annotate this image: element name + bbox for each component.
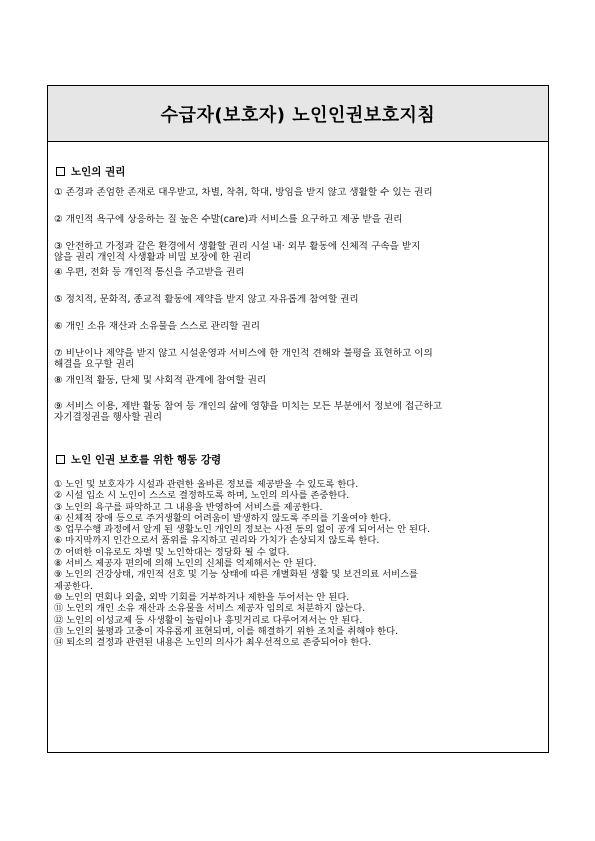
- list-item: ⑫ 노인의 이성교제 등 사생활이 놀림이나 흥밋거리로 다루어져서는 안 된다.: [54, 614, 363, 626]
- list-item: ④ 신체적 장애 등으로 주거생활의 어려움이 발생하지 않도록 주의를 기울여야 한다.: [54, 512, 392, 524]
- rights-list: [54, 187, 540, 428]
- document-frame: [47, 85, 549, 753]
- conduct-section-heading: [54, 452, 221, 467]
- checkbox-icon: [56, 455, 65, 464]
- list-item: ④ 우편, 전화 등 개인적 통신을 주고받을 권리: [54, 267, 245, 279]
- list-item: ① 존경과 존엄한 존재로 대우받고, 차별, 착취, 학대, 방임을 받지 않고 생활할 수 있는 권리: [54, 187, 433, 198]
- list-item: ⑤ 업무수행 과정에서 알게 된 생활노인 개인의 정보는 사전 동의 없이 공개 되어서는 안 된다.: [54, 524, 430, 536]
- list-item: ③ 노인의 욕구를 파악하고 그 내용을 반영하여 서비스를 제공한다.: [54, 501, 323, 513]
- list-item: ③ 안전하고 가정과 같은 환경에서 생활할 권리 시설 내· 외부 활동에 신체적 구속을 받지 않을 권리 개인적 사생활과 비밀 보장에 한 권리: [54, 240, 421, 263]
- rights-section-heading: [54, 164, 125, 179]
- conduct-list: [54, 479, 542, 648]
- list-item: ① 노인 및 보호자가 시설과 관련한 올바른 정보를 제공받을 수 있도록 한다.: [54, 479, 359, 490]
- list-item: ② 시설 입소 시 노인이 스스로 결정하도록 하며, 노인의 의사를 존중한다.: [54, 490, 350, 502]
- list-item: ⑪ 노인의 개인 소유 재산과 소유물을 서비스 제공자 임의로 처분하지 않는다.: [54, 603, 366, 615]
- list-item: ⑬ 노인의 불평과 고충이 자유롭게 표현되며, 이를 해결하기 위한 조치를 취해야 한다.: [54, 625, 399, 637]
- list-item: ⑦ 비난이나 제약을 받지 않고 시설운영과 서비스에 한 개인적 견해와 불평을 표현하고 이의 해결을 요구할 권리: [54, 347, 433, 370]
- list-item: ⑤ 정치적, 문화적, 종교적 활동에 제약을 받지 않고 자유롭게 참여할 권리: [54, 294, 359, 306]
- checkbox-icon: [56, 167, 65, 176]
- list-item: ② 개인적 욕구에 상응하는 질 높은 수발(care)과 서비스를 요구하고 제공 받을 권리: [54, 213, 403, 225]
- list-item: ⑭ 퇴소의 결정과 관련된 내용은 노인의 의사가 최우선적으로 존중되어야 한다.: [54, 637, 372, 649]
- list-item: ⑧ 개인적 활동, 단체 및 사회적 관계에 참여할 권리: [54, 374, 267, 386]
- list-item: ⑥ 개인 소유 재산과 소유물을 스스로 관리할 권리: [54, 320, 261, 332]
- page-title: 수급자(보호자) 노인인권보호지침: [160, 104, 436, 126]
- list-item: ⑦ 어떠한 이유로도 차별 및 노인학대는 정당화 될 수 없다.: [54, 546, 290, 558]
- list-item: ⑨ 서비스 이용, 제반 활동 참여 등 개인의 삶에 영향을 미치는 모든 부분에서 정보에 접근하고 자기결정권을 행사할 권리: [54, 401, 442, 424]
- list-item: ⑩ 노인의 면회나 외출, 외박 기회를 거부하거나 제한을 두어서는 안 된다.: [54, 591, 350, 603]
- list-item: ⑨ 노인의 건강상태, 개인적 선호 및 기능 상태에 따른 개별화된 생활 및 보건의료 서비스를 제공한다.: [54, 569, 419, 592]
- list-item: ⑧ 서비스 제공자 편의에 의해 노인의 신체를 억제해서는 안 된다.: [54, 558, 317, 570]
- list-item: ⑥ 마지막까지 인간으로서 품위를 유지하고 권리와 가치가 손상되지 않도록 한다.: [54, 535, 380, 547]
- rights-heading-label: 노인의 권리: [71, 166, 126, 178]
- conduct-heading-label: 노인 인권 보호를 위한 행동 강령: [71, 454, 222, 466]
- title-bar: [48, 86, 548, 142]
